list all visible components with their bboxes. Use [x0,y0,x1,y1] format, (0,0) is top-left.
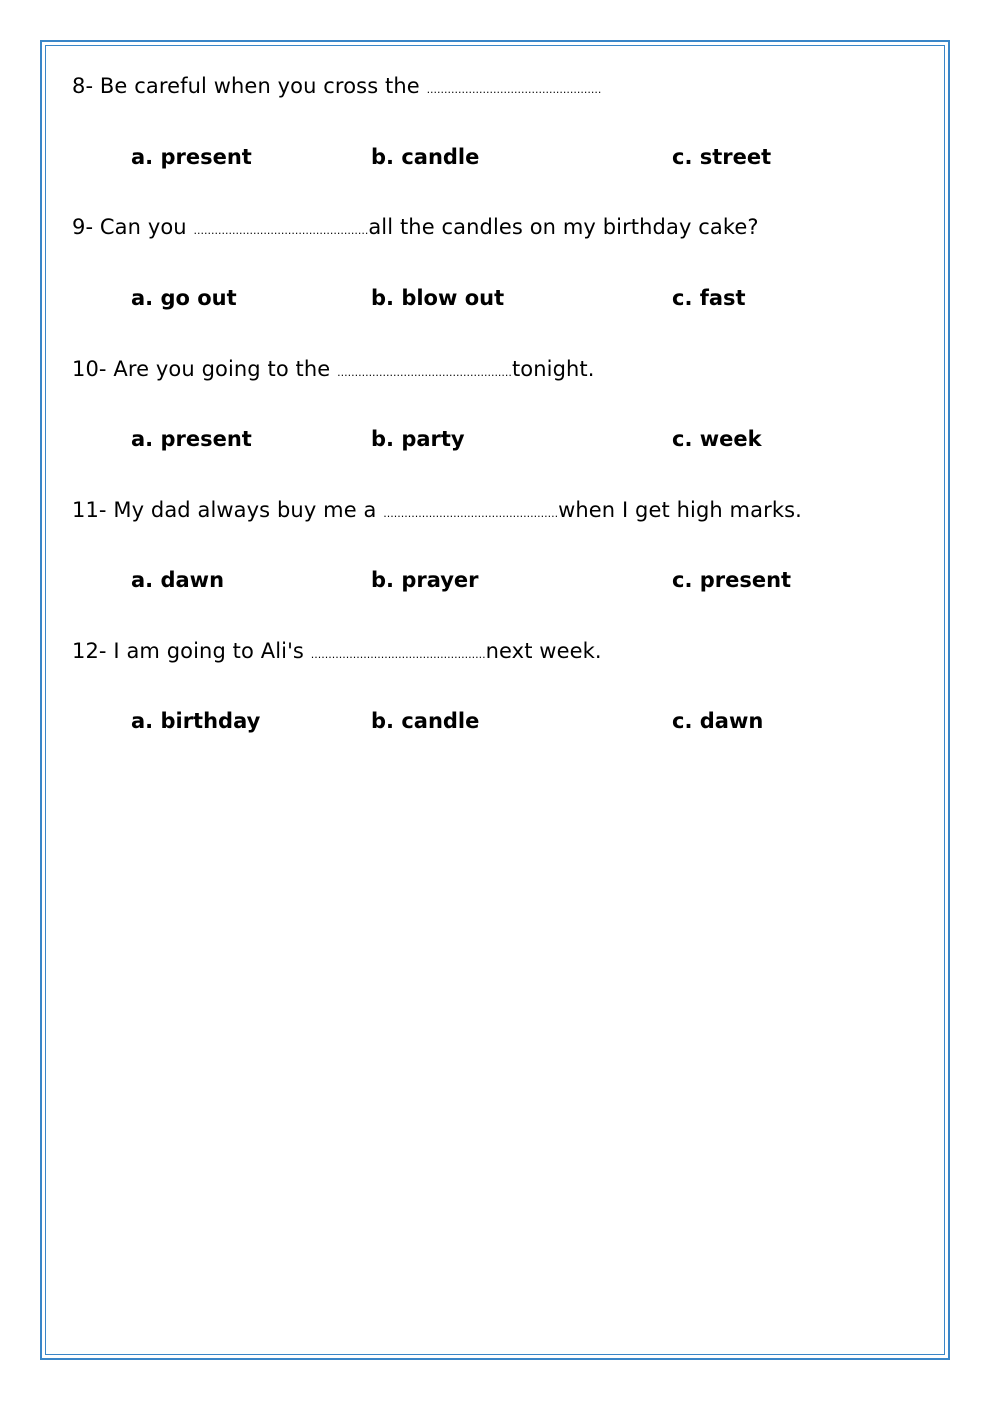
question-10-blank: .................................................. [337,366,512,379]
question-11-option-b: b. prayer [371,568,479,592]
question-12-text-after: next week. [485,639,602,663]
question-11-option-a: a. dawn [131,568,225,592]
question-10-text-before: 10- Are you going to the [72,357,338,381]
question-8-blank: .................................................. [426,83,602,96]
question-10-option-a: a. present [131,427,252,451]
question-8-option-b: b. candle [371,145,480,169]
question-9-blank: .................................................. [193,224,369,237]
question-11 [72,496,802,528]
question-12-option-c: c. dawn [672,709,764,733]
question-8-text-before: 8- Be careful when you cross the [72,74,427,98]
question-9 [72,213,759,245]
question-12-option-b: b. candle [371,709,480,733]
question-12 [72,637,602,669]
question-8-option-a: a. present [131,145,252,169]
question-12-option-a: a. birthday [131,709,261,733]
question-8-option-c: c. street [672,145,772,169]
question-9-text-after: all the candles on my birthday cake? [368,215,759,239]
question-9-option-b: b. blow out [371,286,505,310]
question-10-option-c: c. week [672,427,762,451]
question-12-blank: .................................................. [310,648,486,661]
question-10-option-b: b. party [371,427,465,451]
question-11-option-c: c. present [672,568,792,592]
question-12-text-before: 12- I am going to Ali's [72,639,311,663]
question-9-option-a: a. go out [131,286,237,310]
question-9-text-before: 9- Can you [72,215,194,239]
question-10 [72,355,595,387]
question-9-option-c: c. fast [672,286,746,310]
question-11-text-after: when I get high marks. [558,498,802,522]
question-10-text-after: tonight. [511,357,595,381]
question-11-text-before: 11- My dad always buy me a [72,498,384,522]
question-11-blank: .................................................. [383,507,559,520]
question-8 [72,72,601,104]
